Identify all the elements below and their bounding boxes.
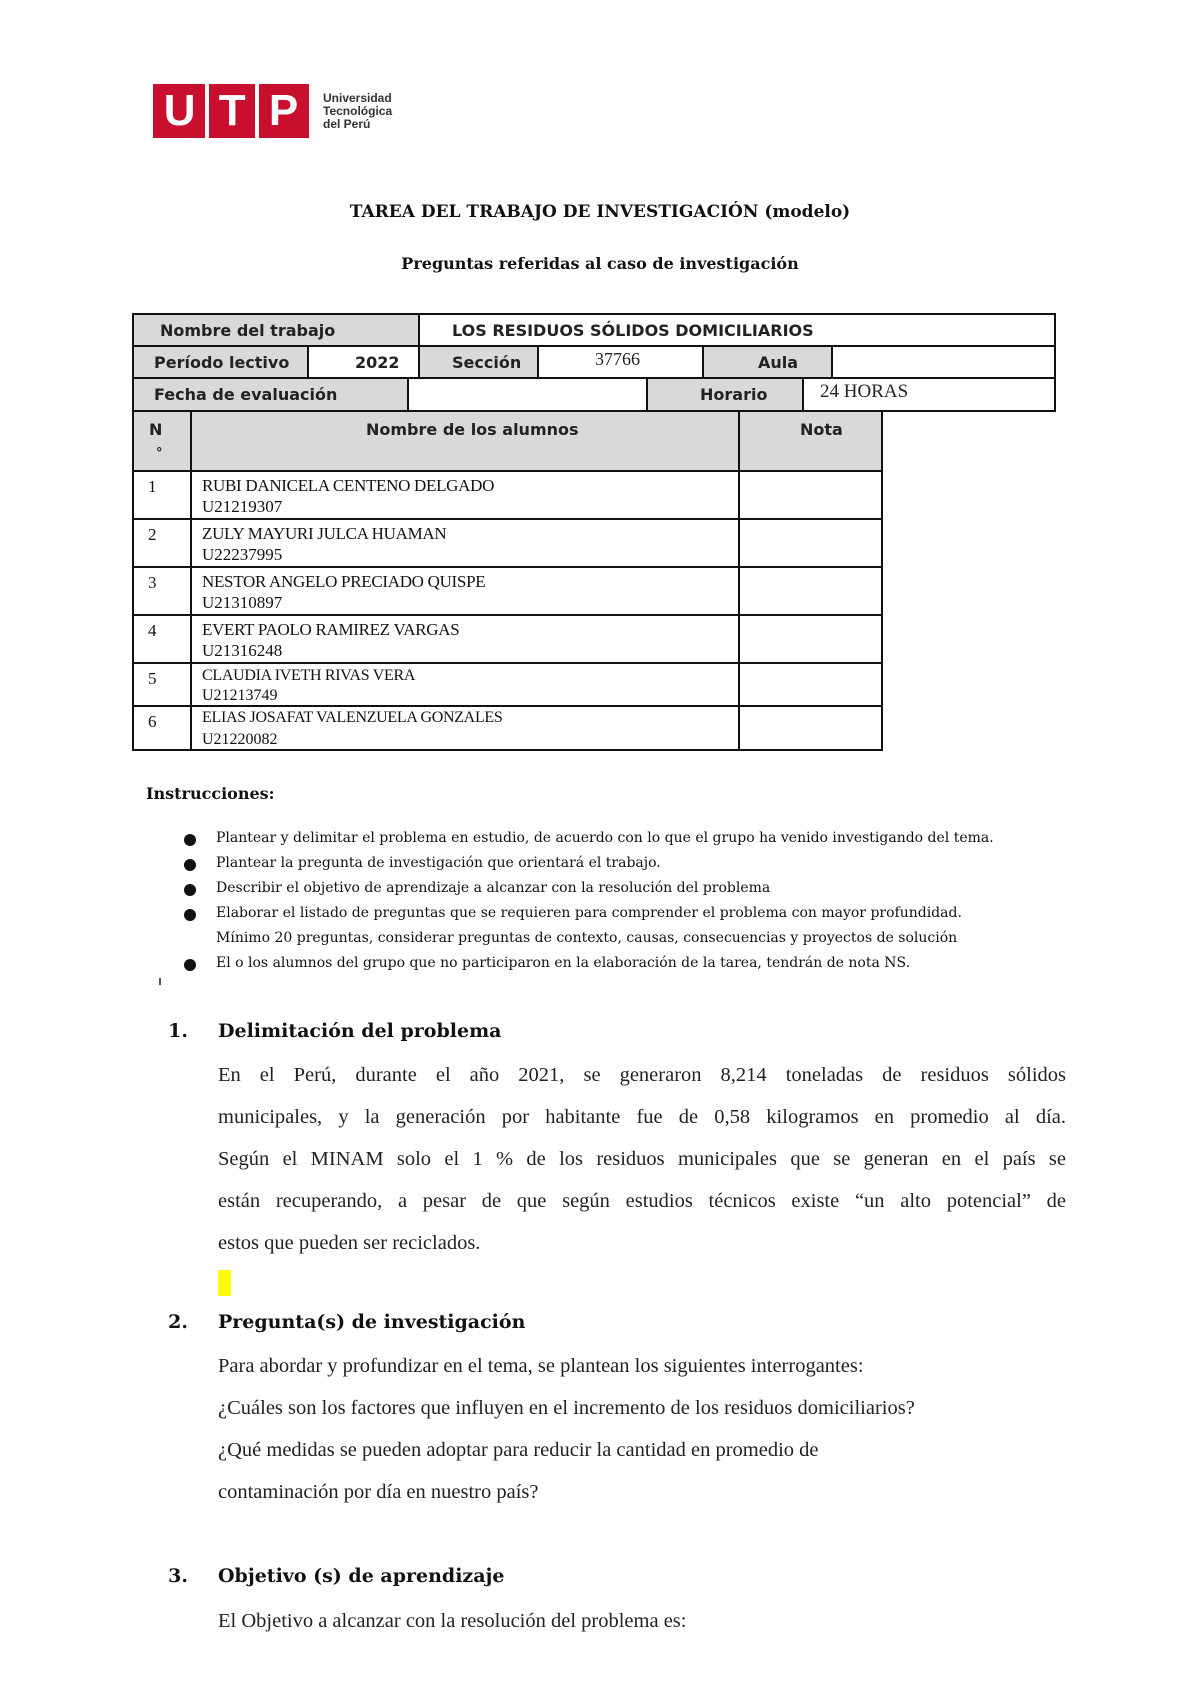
section-3-body [218,1600,1078,1642]
table-row [190,566,740,616]
table-row [190,662,740,707]
paragraph-line: ¿Cuáles son los factores que influyen en el incremento de los residuos domiciliarios? [218,1397,915,1419]
col-num-symbol: ° [156,446,163,461]
bullet-icon [184,884,196,896]
student-code: U21220082 [202,731,278,748]
document-subtitle: Preguntas referidas al caso de investigación [401,254,799,273]
paragraph-line: Según el MINAM solo el 1 % de los residuos municipales que se generan en el país se [218,1148,1066,1170]
section-number: 2. [168,1311,188,1333]
bullet-icon [184,909,196,921]
periodo-value: 2022 [355,353,400,372]
seccion-value-cell [537,345,704,379]
instructions-list [184,826,1084,976]
seccion-label: Sección [452,353,522,372]
student-name: ZULY MAYURI JULCA HUAMAN [202,524,447,543]
row-num-cell [132,614,192,664]
section-title: Objetivo (s) de aprendizaje [218,1565,505,1587]
list-item [184,951,1084,976]
student-code: U21219307 [202,497,283,516]
nota-cell [738,566,883,616]
instruction-text: Plantear la pregunta de investigación que orientará el trabajo. [216,855,661,871]
horario-label: Horario [700,385,768,404]
table-row [190,705,740,751]
paragraph-line: municipales, y la generación por habitante fue de 0,58 kilogramos en promedio al día. [218,1106,1066,1128]
student-name: RUBI DANICELA CENTENO DELGADO [202,476,495,495]
paragraph-line: estos que pueden ser reciclados. [218,1232,481,1254]
student-name: EVERT PAOLO RAMIREZ VARGAS [202,620,460,639]
fecha-label: Fecha de evaluación [154,385,338,404]
nota-cell [738,470,883,520]
bullet-icon [184,834,196,846]
list-item [184,901,1084,926]
logo-separator [205,84,209,138]
logo-line-3: del Perú [323,116,371,131]
col-nota-header [738,410,883,472]
section-number: 3. [168,1565,188,1587]
section-title: Delimitación del problema [218,1020,502,1042]
paragraph-line: El Objetivo a alcanzar con la resolución del problema es: [218,1610,687,1632]
aula-label: Aula [758,353,799,372]
horario-label-cell [646,377,804,412]
logo-mark [153,84,309,138]
col-nota-label: Nota [800,420,843,439]
row-num-cell [132,566,192,616]
student-code: U21213749 [202,687,278,704]
nombre-value-cell [418,313,1056,347]
row-num: 2 [148,525,157,544]
highlight-mark [218,1270,231,1296]
nota-cell [738,662,883,707]
nombre-label-cell [132,313,420,347]
paragraph-line: contaminación por día en nuestro país? [218,1481,539,1503]
col-name-label: Nombre de los alumnos [366,420,579,439]
bullet-icon [184,859,196,871]
periodo-label: Período lectivo [154,353,290,372]
periodo-value-cell [307,345,420,379]
section-title: Pregunta(s) de investigación [218,1311,526,1333]
row-num: 5 [148,669,157,688]
student-code: U22237995 [202,545,283,564]
logo-letter-t: T [218,86,246,135]
aula-label-cell [702,345,833,379]
paragraph-line: Para abordar y profundizar en el tema, se plantean los siguientes interrogantes: [218,1355,864,1377]
nota-cell [738,705,883,751]
horario-value-cell [802,377,1056,412]
student-code: U21310897 [202,593,283,612]
col-num-header [132,410,192,472]
instruction-text: Describir el objetivo de aprendizaje a alcanzar con la resolución del problema [216,880,771,896]
list-item [184,826,1084,851]
col-num-label: N [149,420,163,439]
paragraph-line: ¿Qué medidas se pueden adoptar para reducir la cantidad en promedio de [218,1439,819,1461]
section-1-body [218,1054,1066,1264]
logo-wordmark [323,92,392,131]
nota-cell [738,614,883,664]
row-num-cell [132,705,192,751]
section-2-body [218,1345,1078,1513]
instruction-text: El o los alumnos del grupo que no participaron en la elaboración de la tarea, tendrán de nota NS. [216,955,911,971]
logo-letter-u: U [163,86,196,135]
logo-letter-p: P [268,86,299,135]
utp-logo [153,84,392,138]
row-num-cell [132,662,192,707]
table-row [190,470,740,520]
paragraph-line: En el Perú, durante el año 2021, se generaron 8,214 toneladas de residuos sólidos [218,1064,1066,1086]
table-row [190,518,740,568]
student-name: CLAUDIA IVETH RIVAS VERA [202,667,416,684]
aula-value-cell [831,345,1056,379]
list-item [184,851,1084,876]
instructions-title: Instrucciones: [146,784,275,803]
seccion-value: 37766 [595,349,640,369]
table-row [190,614,740,664]
row-num-cell [132,518,192,568]
nombre-label: Nombre del trabajo [160,321,336,340]
list-item [184,876,1084,901]
row-num-cell [132,470,192,520]
student-name: NESTOR ANGELO PRECIADO QUISPE [202,572,486,591]
fecha-label-cell [132,377,409,412]
section-number: 1. [168,1020,188,1042]
col-name-header [190,410,740,472]
fecha-value-cell [407,377,648,412]
row-num: 6 [148,712,157,731]
seccion-label-cell [418,345,539,379]
logo-separator [255,84,259,138]
instruction-text: Elaborar el listado de preguntas que se requieren para comprender el problema con mayor profundidad. [216,905,962,921]
periodo-label-cell [132,345,309,379]
student-name: ELIAS JOSAFAT VALENZUELA GONZALES [202,709,503,726]
horario-value: 24 HORAS [820,381,909,402]
nombre-value: LOS RESIDUOS SÓLIDOS DOMICILIARIOS [452,321,814,340]
instruction-text: Plantear y delimitar el problema en estudio, de acuerdo con lo que el grupo ha venido investigando del tema. [216,830,994,846]
document-title: TAREA DEL TRABAJO DE INVESTIGACIÓN (modelo) [349,202,851,222]
row-num: 4 [148,621,157,640]
row-num: 3 [148,573,157,592]
row-num: 1 [148,477,157,496]
paragraph-line: están recuperando, a pesar de que según estudios técnicos existe “un alto potencial” de [218,1190,1066,1212]
nota-cell [738,518,883,568]
instruction-continuation: Mínimo 20 preguntas, considerar preguntas de contexto, causas, consecuencias y proyectos de solución [216,930,958,946]
bullet-icon [184,959,196,971]
stray-mark [159,978,161,985]
logo-line-2: Tecnológica [323,103,393,118]
logo-line-1: Universidad [323,90,392,105]
student-code: U21316248 [202,641,283,660]
